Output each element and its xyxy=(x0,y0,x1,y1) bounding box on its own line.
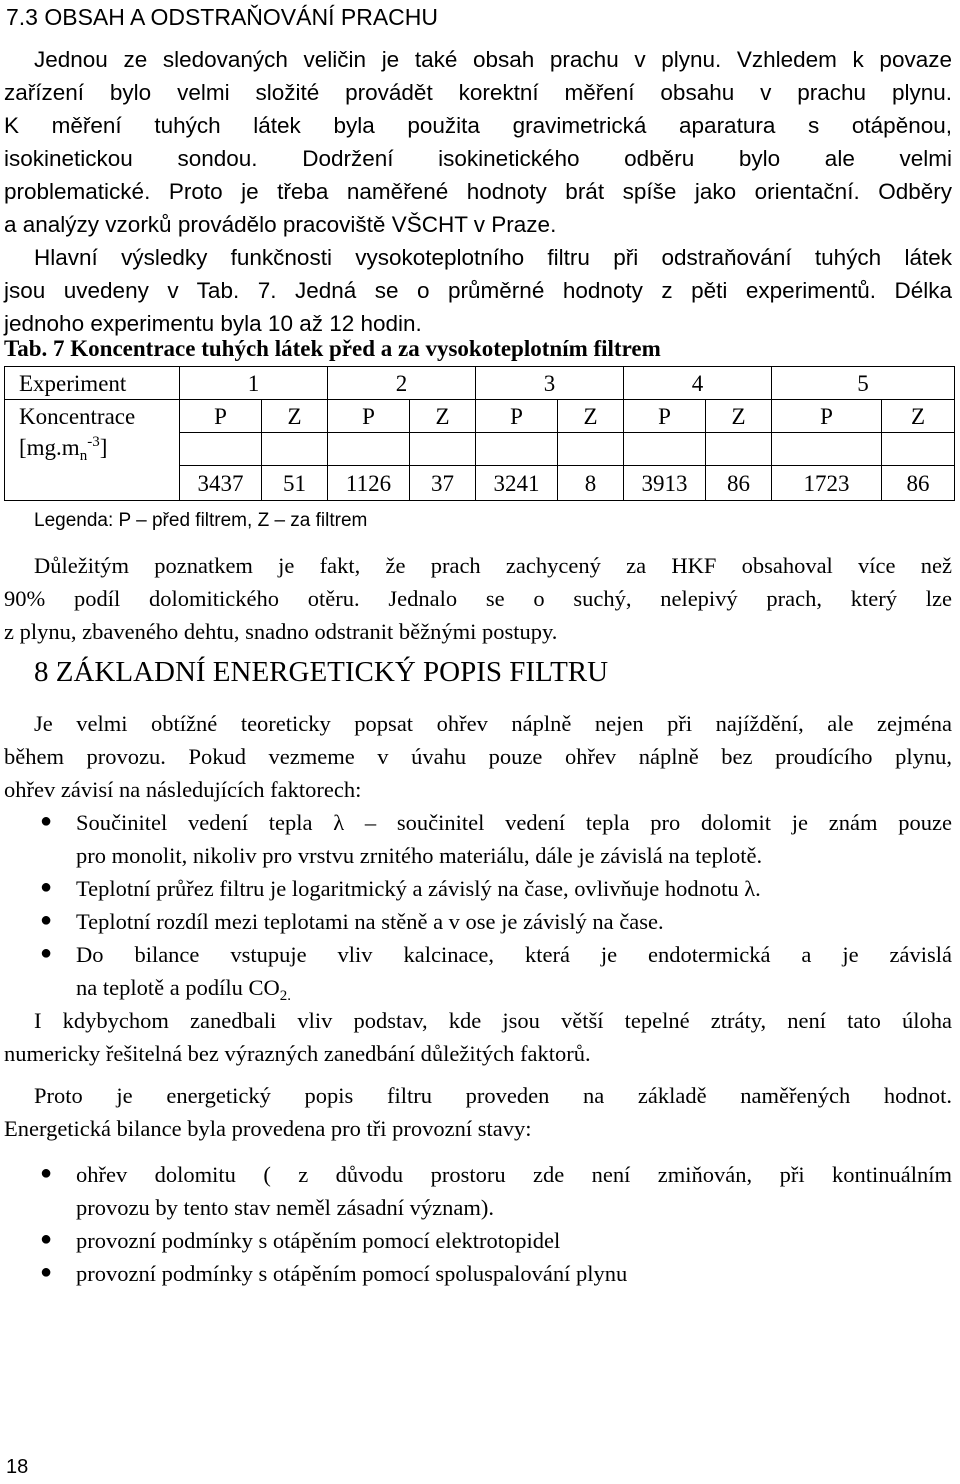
unit-sup: -3 xyxy=(87,433,100,450)
value-cell: 3241 xyxy=(476,466,558,501)
experiment-2: 2 xyxy=(328,367,476,400)
s8-bullet5-line-2: provozu by tento stav neměl zásadní význam). xyxy=(76,1195,494,1220)
para1-line-2: zařízení bylo velmi složité provádět korektní měření obsahu v prachu plynu. xyxy=(4,80,952,105)
para2-line-1: Hlavní výsledky funkčnosti vysokoteplotního filtru při odstraňování tuhých látek xyxy=(34,245,952,270)
empty-cell xyxy=(262,433,328,466)
para1-line-6: a analýzy vzorků provádělo pracoviště VŠCHT v Praze. xyxy=(4,212,557,237)
para2-line-2: jsou uvedeny v Tab. 7. Jedná se o průměrné hodnoty z pěti experimentů. Délka xyxy=(4,278,952,303)
empty-cell xyxy=(558,433,624,466)
pz-cell: P xyxy=(180,400,262,433)
s8-para1-line-2: během provozu. Pokud vezmeme v úvahu pouze ohřev náplně bez proudícího plynu, xyxy=(4,744,952,769)
concentration-label: Koncentrace xyxy=(5,400,180,433)
unit-prefix: [mg.m xyxy=(19,434,80,460)
experiment-1: 1 xyxy=(180,367,328,400)
experiment-3: 3 xyxy=(476,367,624,400)
co2-subscript: 2. xyxy=(279,988,291,1004)
s8-para2-line-2: numericky řešitelná bez výrazných zanedbání důležitých faktorů. xyxy=(4,1041,591,1066)
s8-bullet7-line-1: provozní podmínky s otápěním pomocí spoluspalování plynu xyxy=(76,1261,628,1286)
pz-cell: Z xyxy=(882,400,955,433)
empty-cell xyxy=(410,433,476,466)
empty-cell xyxy=(624,433,706,466)
bullet-icon: ● xyxy=(40,942,53,964)
pz-cell: P xyxy=(328,400,410,433)
value-cell: 86 xyxy=(882,466,955,501)
s8-bullet6-line-1: provozní podmínky s otápěním pomocí elektrotopidel xyxy=(76,1228,561,1253)
table-row-unit xyxy=(5,433,955,466)
bullet4-last-text: na teplotě a podílu CO xyxy=(76,975,280,1000)
table-row-pz xyxy=(5,400,955,433)
s8-bullet3-line-1: Teplotní rozdíl mezi teplotami na stěně a v ose je závislý na čase. xyxy=(76,909,664,934)
value-cell: 37 xyxy=(410,466,476,501)
value-cell: 1723 xyxy=(772,466,882,501)
bullet-icon: ● xyxy=(40,876,53,898)
pz-cell: P xyxy=(624,400,706,433)
s8-bullet4-line-1: Do bilance vstupuje vliv kalcinace, která je endotermická a je závislá xyxy=(76,942,952,967)
empty-cell xyxy=(706,433,772,466)
table-row-experiment xyxy=(5,367,955,400)
value-cell: 3437 xyxy=(180,466,262,501)
unit-sub: n xyxy=(79,447,88,464)
para3-line-1: Důležitým poznatkem je fakt, že prach zachycený za HKF obsahoval více než xyxy=(34,553,952,578)
experiment-label: Experiment xyxy=(5,367,180,400)
value-cell: 3913 xyxy=(624,466,706,501)
pz-cell: Z xyxy=(706,400,772,433)
s8-bullet2-line-1: Teplotní průřez filtru je logaritmický a závislý na čase, ovlivňuje hodnotu λ. xyxy=(76,876,761,901)
s8-bullet5-line-1: ohřev dolomitu ( z důvodu prostoru zde není zmiňován, při kontinuálním xyxy=(76,1162,952,1187)
pz-cell: Z xyxy=(410,400,476,433)
value-cell: 51 xyxy=(262,466,328,501)
pz-cell: Z xyxy=(558,400,624,433)
para2-line-3: jednoho experimentu byla 10 až 12 hodin. xyxy=(4,311,422,336)
pz-cell: P xyxy=(476,400,558,433)
unit-label xyxy=(5,433,180,501)
para1-line-5: problematické. Proto je třeba naměřené hodnoty brát spíše jako orientační. Odběry xyxy=(4,179,952,204)
value-cell: 1126 xyxy=(328,466,410,501)
section-heading-8: 8 ZÁKLADNÍ ENERGETICKÝ POPIS FILTRU xyxy=(34,656,609,688)
empty-cell xyxy=(328,433,410,466)
bullet-icon: ● xyxy=(40,1162,53,1184)
pz-cell: Z xyxy=(262,400,328,433)
value-cell: 8 xyxy=(558,466,624,501)
unit-suffix: ] xyxy=(99,434,108,460)
empty-cell xyxy=(476,433,558,466)
empty-cell xyxy=(772,433,882,466)
bullet-icon: ● xyxy=(40,1228,53,1250)
s8-para3-line-2: Energetická bilance byla provedena pro tři provozní stavy: xyxy=(4,1116,532,1141)
para3-line-2: 90% podíl dolomitického otěru. Jednalo se o suchý, nelepivý prach, který lze xyxy=(4,586,952,611)
bullet-icon: ● xyxy=(40,1261,53,1283)
s8-para1-line-1: Je velmi obtížné teoreticky popsat ohřev náplně nejen při najíždění, ale zejména xyxy=(34,711,952,736)
experiment-5: 5 xyxy=(772,367,955,400)
s8-para3-line-1: Proto je energetický popis filtru proveden na základě naměřených hodnot. xyxy=(34,1083,952,1108)
para1-line-4: isokinetickou sondou. Dodržení isokinetického odběru bylo ale velmi xyxy=(4,146,952,171)
empty-cell xyxy=(180,433,262,466)
concentration-table xyxy=(4,366,955,501)
s8-para2-line-1: I kdybychom zanedbali vliv podstav, kde jsou větší tepelné ztráty, není tato úloha xyxy=(34,1008,952,1033)
value-cell: 86 xyxy=(706,466,772,501)
para3-line-3: z plynu, zbaveného dehtu, snadno odstranit běžnými postupy. xyxy=(4,619,558,644)
table-caption: Tab. 7 Koncentrace tuhých látek před a za vysokoteplotním filtrem xyxy=(4,336,661,361)
section-heading-7-3: 7.3 OBSAH A ODSTRAŇOVÁNÍ PRACHU xyxy=(6,4,439,30)
s8-bullet1-line-1: Součinitel vedení tepla λ – součinitel vedení tepla pro dolomit je znám pouze xyxy=(76,810,952,835)
table-legend: Legenda: P – před filtrem, Z – za filtrem xyxy=(34,510,368,531)
s8-bullet1-line-2: pro monolit, nikoliv pro vrstvu zrnitého materiálu, dále je závislá na teplotě. xyxy=(76,843,763,868)
s8-para1-line-3: ohřev závisí na následujících faktorech: xyxy=(4,777,362,802)
bullet-icon: ● xyxy=(40,909,53,931)
pz-cell: P xyxy=(772,400,882,433)
empty-cell xyxy=(882,433,955,466)
experiment-4: 4 xyxy=(624,367,772,400)
page-number: 18 xyxy=(6,1456,29,1478)
bullet-icon: ● xyxy=(40,810,53,832)
para1-line-3: K měření tuhých látek byla použita gravimetrická aparatura s otápěnou, xyxy=(4,113,952,138)
para1-line-1: Jednou ze sledovaných veličin je také obsah prachu v plynu. Vzhledem k povaze xyxy=(34,47,952,72)
